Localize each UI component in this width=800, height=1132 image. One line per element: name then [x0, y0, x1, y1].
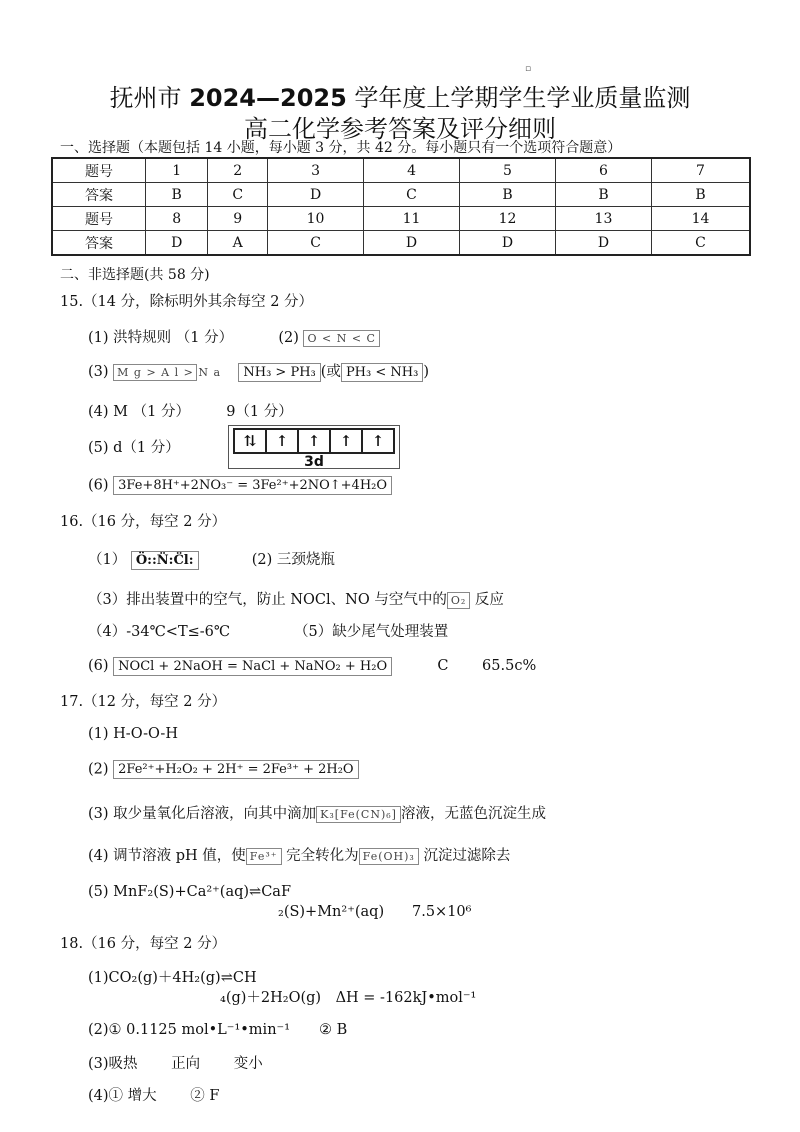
orbital-cell: ⇅ [235, 430, 267, 452]
orbital-cell: ↑ [267, 430, 299, 452]
q16-l6-box: NOCl + 2NaOH = NaCl + NaNO₂ + H₂O [113, 657, 392, 676]
q16-line6 [88, 654, 536, 676]
q17-l4-a: (4) 调节溶液 pH 值，使 [88, 848, 246, 864]
row-label: 题号 [52, 158, 146, 183]
table-cell: 11 [364, 207, 460, 231]
row-label: 答案 [52, 183, 146, 207]
q15-l6-box: 3Fe+8H⁺+2NO₃⁻ = 3Fe²⁺+2NO↑+4H₂O [113, 476, 392, 495]
q18-line1a: (1)CO₂(g)＋4H₂(g)⇌CH [88, 970, 257, 986]
section1-heading: 一、选择题（本题包括 14 小题，每小题 3 分，共 42 分。每小题只有一个选项符合题意） [60, 140, 622, 156]
q16-l6-label: (6) [88, 658, 109, 674]
row-label: 题号 [52, 207, 146, 231]
q16-l3-box: O₂ [447, 592, 470, 609]
table-cell: 13 [555, 207, 651, 231]
q16-l3-b: 反应 [474, 592, 504, 608]
orbital-label: 3d [304, 454, 324, 470]
q17-line2 [88, 760, 359, 779]
q17-l3-b: 溶液，无蓝色沉淀生成 [400, 806, 546, 822]
table-cell: 2 [208, 158, 268, 183]
q18-line3: (3)吸热 正向 变小 [88, 1056, 263, 1072]
q17-l2-box: 2Fe²⁺+H₂O₂ + 2H⁺ = 2Fe³⁺ + 2H₂O [113, 760, 358, 779]
table-cell: 12 [460, 207, 556, 231]
table-cell: C [651, 231, 750, 256]
q17-line5a: (5) MnF₂(S)+Ca²⁺(aq)⇌CaF [88, 884, 291, 900]
q17-line5c: 7.5×10⁶ [412, 904, 472, 920]
table-row [52, 158, 750, 183]
page-title [0, 78, 800, 113]
table-cell: D [268, 183, 364, 207]
q15-line4: (4) M （1 分） 9（1 分） [88, 404, 293, 420]
table-row [52, 231, 750, 256]
q16-line4b: （5）缺少尾气处理装置 [294, 624, 449, 640]
table-cell: 3 [268, 158, 364, 183]
orbital-cell: ↑ [371, 432, 385, 450]
table-cell: 5 [460, 158, 556, 183]
orbital-cell: ↑ [331, 430, 363, 452]
q17-header: 17.（12 分，每空 2 分） [60, 694, 227, 710]
q15-l1-label: (2) [278, 330, 299, 346]
answer-table [51, 157, 751, 256]
table-cell: 4 [364, 158, 460, 183]
orbital-diagram [228, 425, 400, 469]
orbital-cell: ↑ [299, 430, 331, 452]
q18-header: 18.（16 分，每空 2 分） [60, 936, 227, 952]
q15-l3-box3: PH₃ < NH₃ [341, 363, 423, 382]
table-cell: 6 [555, 158, 651, 183]
q15-header: 15.（14 分，除标明外其余每空 2 分） [60, 294, 314, 310]
q16-l3-a: （3）排出装置中的空气，防止 NOCl、NO 与空气中的 [88, 592, 447, 608]
title-suffix: 学年度上学期学生学业质量监测 [346, 84, 691, 112]
table-row [52, 207, 750, 231]
table-cell: C [208, 183, 268, 207]
q16-l1-box: Ö::N̈:C̈l: [131, 551, 199, 570]
top-mark: ▫ [525, 64, 532, 74]
table-cell: B [651, 183, 750, 207]
table-cell: B [555, 183, 651, 207]
table-row [52, 183, 750, 207]
table-cell: C [364, 183, 460, 207]
q15-line5: (5) d（1 分） [88, 440, 180, 456]
q17-l3-a: (3) 取少量氧化后溶液，向其中滴加 [88, 806, 317, 822]
row-label: 答案 [52, 231, 146, 256]
q17-l2-label: (2) [88, 761, 109, 778]
q17-l3-box: K₃[Fe(CN)₆] [316, 806, 401, 823]
table-cell: 8 [146, 207, 208, 231]
section2-heading: 二、非选择题(共 58 分) [60, 267, 210, 283]
q16-line4a: （4）-34℃<T≤-6℃ [88, 624, 231, 640]
table-cell: 7 [651, 158, 750, 183]
table-cell: B [146, 183, 208, 207]
q15-l1-text: (1) 洪特规则 （1 分） [88, 330, 234, 346]
q15-l3-box2: NH₃ > PH₃ [238, 363, 320, 382]
q17-l4-b: 完全转化为 [286, 848, 359, 864]
q15-l3-box1: M g > A l > N a [113, 364, 197, 381]
title-years: 2024—2025 [189, 84, 347, 112]
table-cell: 10 [268, 207, 364, 231]
table-cell: C [268, 231, 364, 256]
q15-line1 [88, 326, 380, 347]
orbital-cells [233, 428, 395, 454]
q15-l3-label: (3) [88, 364, 109, 380]
table-cell: B [460, 183, 556, 207]
table-cell: 14 [651, 207, 750, 231]
q16-l6-b: C 65.5c% [437, 658, 537, 674]
q15-line6 [88, 476, 392, 495]
q18-line1b: ₄(g)＋2H₂O(g) ΔH = -162kJ•mol⁻¹ [220, 990, 477, 1006]
q15-l6-label: (6) [88, 477, 109, 494]
table-cell: D [460, 231, 556, 256]
table-cell: 9 [208, 207, 268, 231]
q15-l3-end: ) [423, 364, 429, 380]
q15-line3 [88, 360, 429, 382]
table-cell: D [364, 231, 460, 256]
q16-l1-b: (2) 三颈烧瓶 [251, 552, 335, 568]
q17-line4 [88, 844, 510, 865]
q15-l3-mid: (或 [320, 364, 341, 380]
q17-line3 [88, 802, 546, 823]
q16-l1-label: （1） [88, 552, 127, 568]
page-subtitle: 高二化学参考答案及评分细则 [244, 115, 556, 143]
table-cell: A [208, 231, 268, 256]
q16-line3 [88, 588, 504, 609]
table-cell: D [555, 231, 651, 256]
q18-line2: (2)① 0.1125 mol•L⁻¹•min⁻¹ ② B [88, 1022, 348, 1038]
q17-l4-box1: Fe³⁺ [246, 848, 282, 865]
q17-line5b: ₂(S)+Mn²⁺(aq) [278, 904, 385, 920]
q18-line4: (4)① 增大 ② F [88, 1088, 220, 1104]
q16-line1 [88, 548, 335, 570]
table-cell: 1 [146, 158, 208, 183]
q17-l4-box2: Fe(OH)₃ [359, 848, 419, 865]
q17-line1: (1) H-O-O-H [88, 726, 178, 742]
title-prefix: 抚州市 [109, 84, 190, 112]
q17-l4-c: 沉淀过滤除去 [423, 848, 511, 864]
q16-header: 16.（16 分，每空 2 分） [60, 514, 227, 530]
table-cell: D [146, 231, 208, 256]
q15-l1-box: O < N < C [303, 330, 379, 347]
